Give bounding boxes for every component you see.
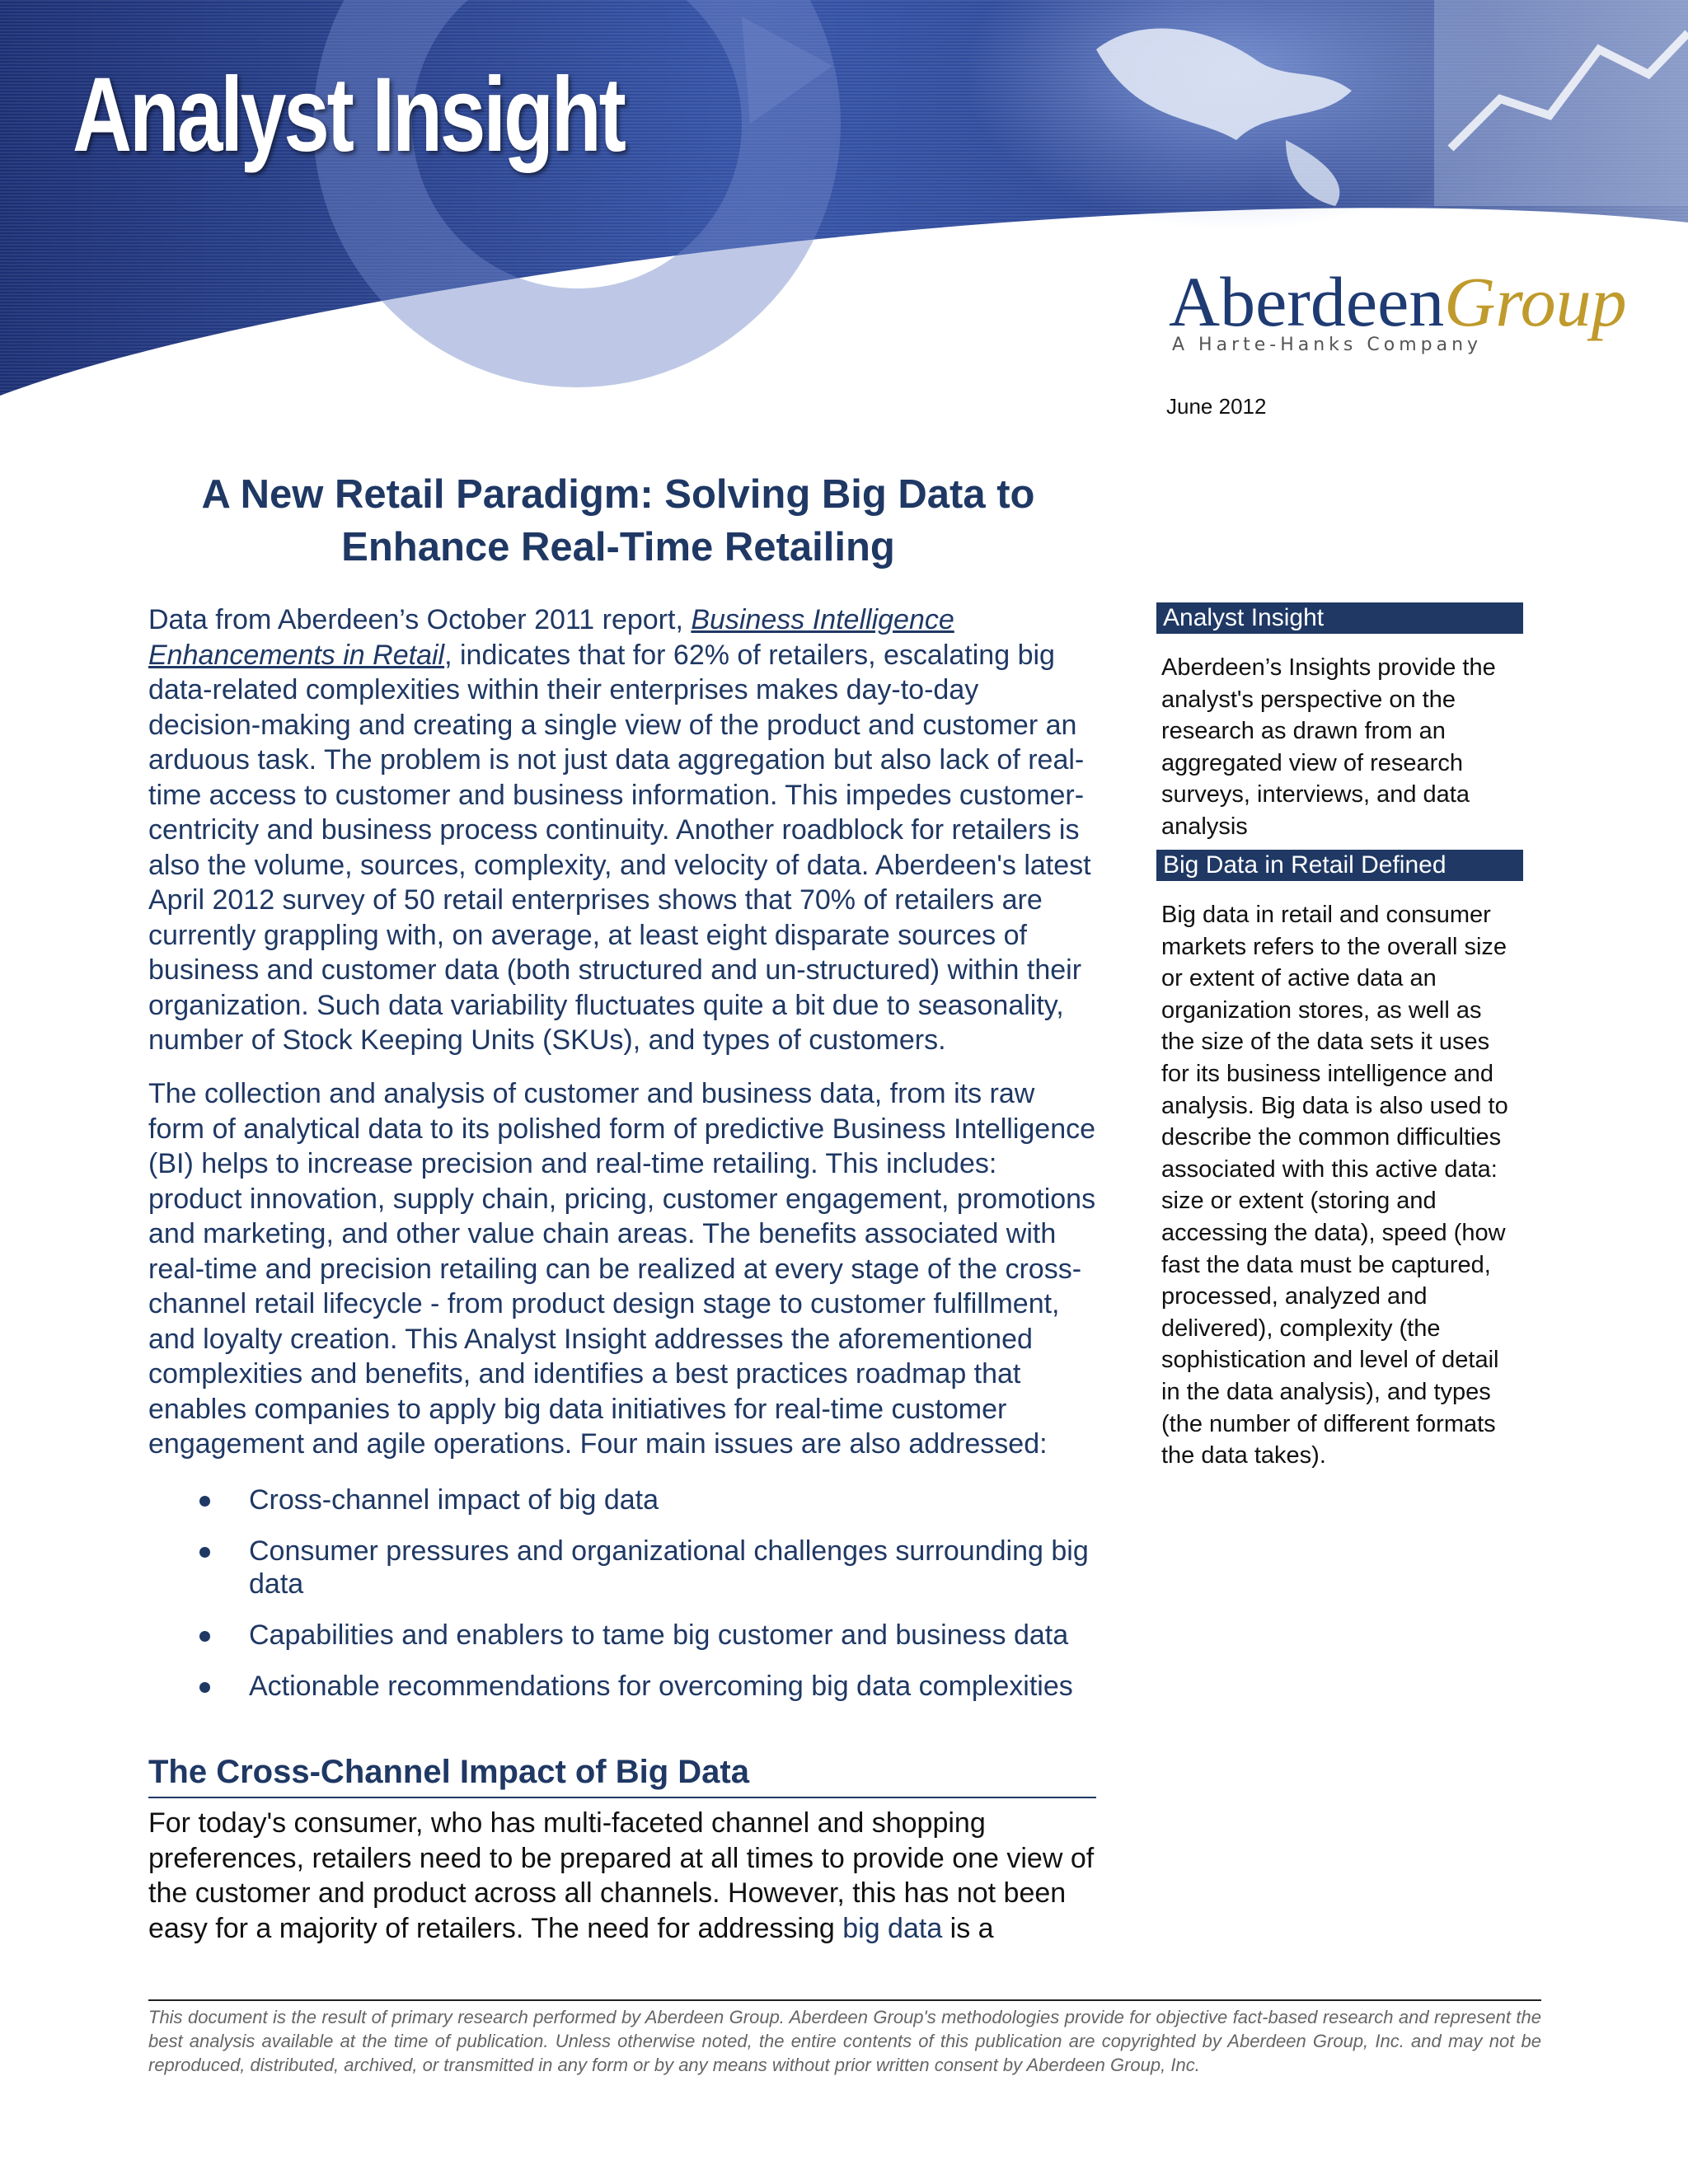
- sidebar-heading-analyst-insight: Analyst Insight: [1156, 602, 1523, 634]
- cross-channel-paragraph: [148, 1806, 1096, 1946]
- cross-channel-text: For today's consumer, who has multi-faceted channel and shopping preferences, retailers need to be prepared at all times to provide one view of the customer and product across all channels. However, this has not been easy for a majority of retailers. The need for addressing: [148, 1807, 1095, 1944]
- logo-name-group: Group: [1444, 262, 1627, 341]
- aberdeen-group-logo: [1169, 262, 1627, 355]
- title-line-2: Enhance Real-Time Retailing: [341, 525, 895, 569]
- analysis-paragraph: The collection and analysis of customer and business data, from its raw form of analytical data to its polished form of predictive Business Intelligence (BI) helps to increase precision and real-time retailing. This includes: product innovation, supply chain, pricing, customer engagement, promotions and marketing, and other value chain areas. The benefits associated with real-time and precision retailing can be realized at every stage of the cross-channel retail lifecycle - from product design stage to customer fulfillment, and loyalty creation. This Analyst Insight addresses the aforementioned complexities and benefits, and identifies a best practices roadmap that enables companies to apply big data initiatives for real-time customer engagement and agile operations. Four main issues are also addressed:: [148, 1078, 1096, 1460]
- intro-text: Data from Aberdeen’s October 2011 report,: [148, 604, 692, 635]
- sidebar-big-data-defined: [1156, 850, 1523, 1472]
- list-item: Consumer pressures and organizational challenges surrounding big data: [188, 1535, 1119, 1601]
- list-item: Actionable recommendations for overcoming big data complexities: [188, 1670, 1119, 1703]
- cross-channel-text-end: is a: [942, 1912, 994, 1944]
- footer-divider: [148, 1999, 1541, 2001]
- big-data-term: big data: [842, 1912, 943, 1944]
- sidebar-text-big-data: Big data in retail and consumer markets refers to the overall size or extent of active data an organization stores, as well as the size of the data sets it uses for its business intelligence and analysis. Big data is also used to describe the common difficulties associated with this active data: size or extent (storing and accessing the data), speed (how fast the data must be captured, processed, analyzed and delivered), complexity (the sophistication and level of detail in the data analysis), and types (the number of different formats the data takes).: [1161, 902, 1508, 1469]
- intro-text-rest: , indicates that for 62% of retailers, escalating big data-related complexities within their enterprises makes day-to-day decision-making and creating a single view of the product and customer an arduous task. The problem is not just data aggregation but also lack of real-time access to customer and business information. This impedes customer-centricity and business process continuity. Another roadblock for retailers is also the volume, sources, complexity, and velocity of data. Aberdeen's latest April 2012 survey of 50 retail enterprises shows that 70% of retailers are currently grappling with, on average, at least eight disparate sources of business and customer data (both structured and un-structured) within their organization. Such data variability fluctuates quite a bit due to seasonality, number of Stock Keeping Units (SKUs), and types of customers.: [148, 639, 1091, 1056]
- section-heading: The Cross-Channel Impact of Big Data: [148, 1752, 1096, 1798]
- logo-name-aberdeen: Aberdeen: [1169, 262, 1445, 341]
- banner-title: Analyst Insight: [73, 56, 624, 174]
- issues-list: [188, 1483, 1119, 1721]
- footer-disclaimer: This document is the result of primary research performed by Aberdeen Group. Aberdeen Group's methodologies provide for objective fact-based research and represent the best analysis available at the time of publication. Unless otherwise noted, the entire contents of this publication are copyrighted by Aberdeen Group, Inc. and may not be reproduced, distributed, archived, or transmitted in any form or by any means without prior written consent by Aberdeen Group, Inc.: [148, 2007, 1541, 2075]
- sidebar-heading-big-data: Big Data in Retail Defined: [1156, 850, 1523, 881]
- report-link[interactable]: Business Intelligence Enhancements in Retail: [148, 604, 954, 671]
- sidebar-text-analyst-insight: Aberdeen’s Insights provide the analyst's perspective on the research as drawn from an aggregated view of research surveys, interviews, and data analysis: [1161, 654, 1496, 840]
- publication-date: June 2012: [1166, 394, 1267, 419]
- title-line-1: A New Retail Paradigm: Solving Big Data to: [201, 472, 1035, 517]
- list-item: Capabilities and enablers to tame big customer and business data: [188, 1619, 1119, 1652]
- document-title: [99, 468, 1137, 574]
- sidebar-analyst-insight: [1156, 602, 1523, 843]
- logo-tagline: A Harte-Hanks Company: [1172, 335, 1483, 355]
- list-item: Cross-channel impact of big data: [188, 1483, 1119, 1516]
- intro-paragraph: [148, 602, 1096, 1058]
